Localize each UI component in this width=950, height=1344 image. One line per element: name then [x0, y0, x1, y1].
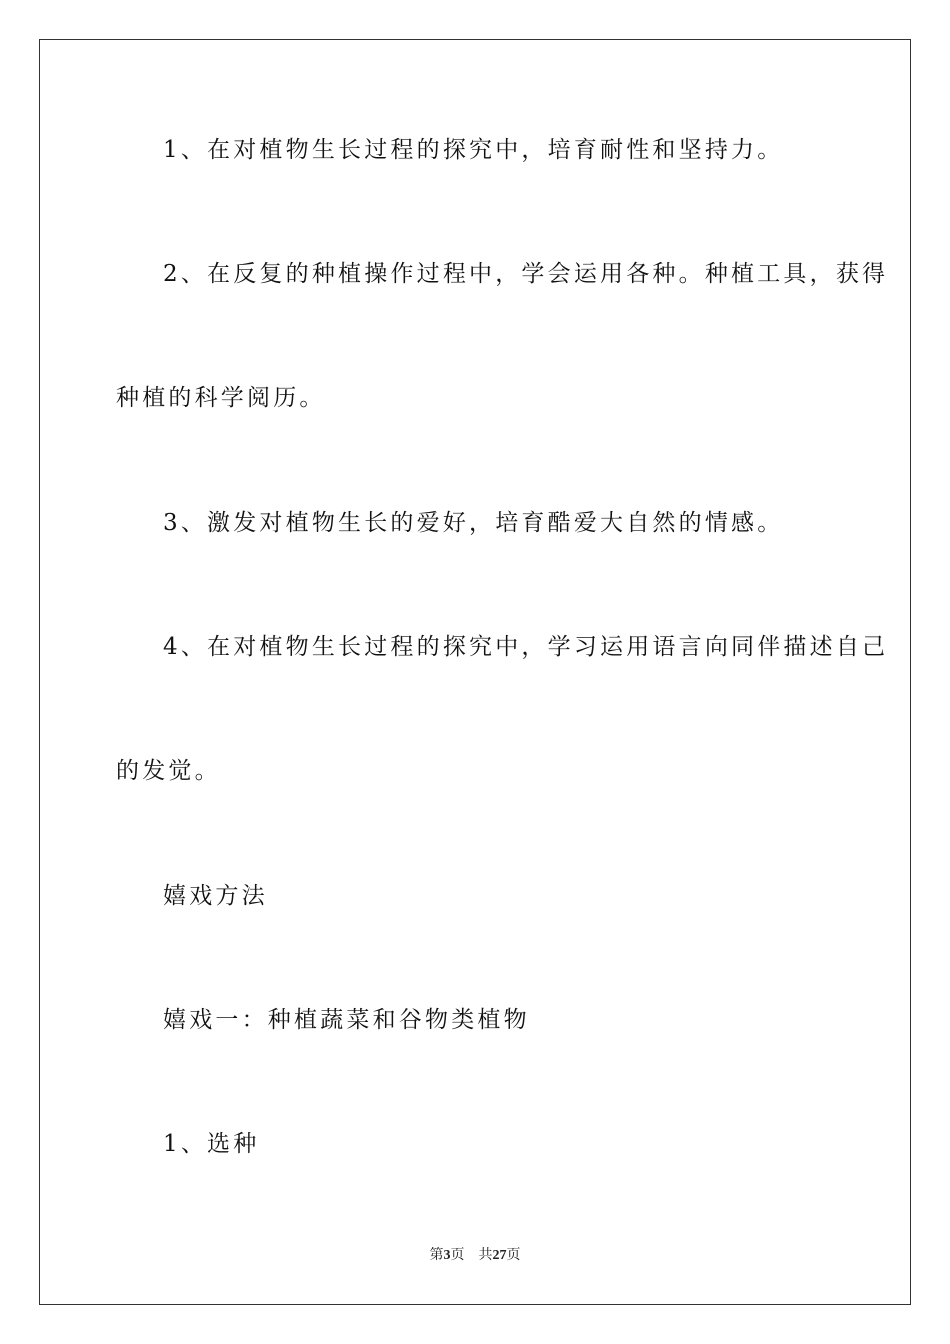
game-one-heading: 嬉戏一：种植蔬菜和谷物类植物	[163, 1007, 530, 1033]
footer-page-suffix: 页	[450, 1248, 465, 1263]
goal-item-2-continued: 种植的科学阅历。	[116, 385, 326, 411]
goal-item-1: 1、在对植物生长过程的探究中，培育耐性和坚持力。	[163, 137, 784, 163]
goal-item-4-continued: 的发觉。	[116, 758, 221, 784]
goal-item-2: 2、在反复的种植操作过程中，学会运用各种。种植工具，获得	[163, 261, 889, 287]
goal-item-3: 3、激发对植物生长的爱好，培育酷爱大自然的情感。	[163, 510, 784, 536]
footer-total-pages: 27	[492, 1248, 507, 1263]
footer-page-prefix: 第	[429, 1248, 444, 1263]
goal-item-4: 4、在对植物生长过程的探究中，学习运用语言向同伴描述自己	[163, 634, 889, 660]
section-heading-game-method: 嬉戏方法	[163, 883, 268, 909]
footer-total-suffix: 页	[506, 1248, 521, 1263]
page-border	[39, 39, 911, 1305]
step-1-select-seeds: 1、选种	[163, 1131, 260, 1157]
page-footer	[0, 1246, 950, 1266]
footer-page-number: 3	[443, 1248, 451, 1263]
footer-total-prefix: 共	[478, 1248, 493, 1263]
